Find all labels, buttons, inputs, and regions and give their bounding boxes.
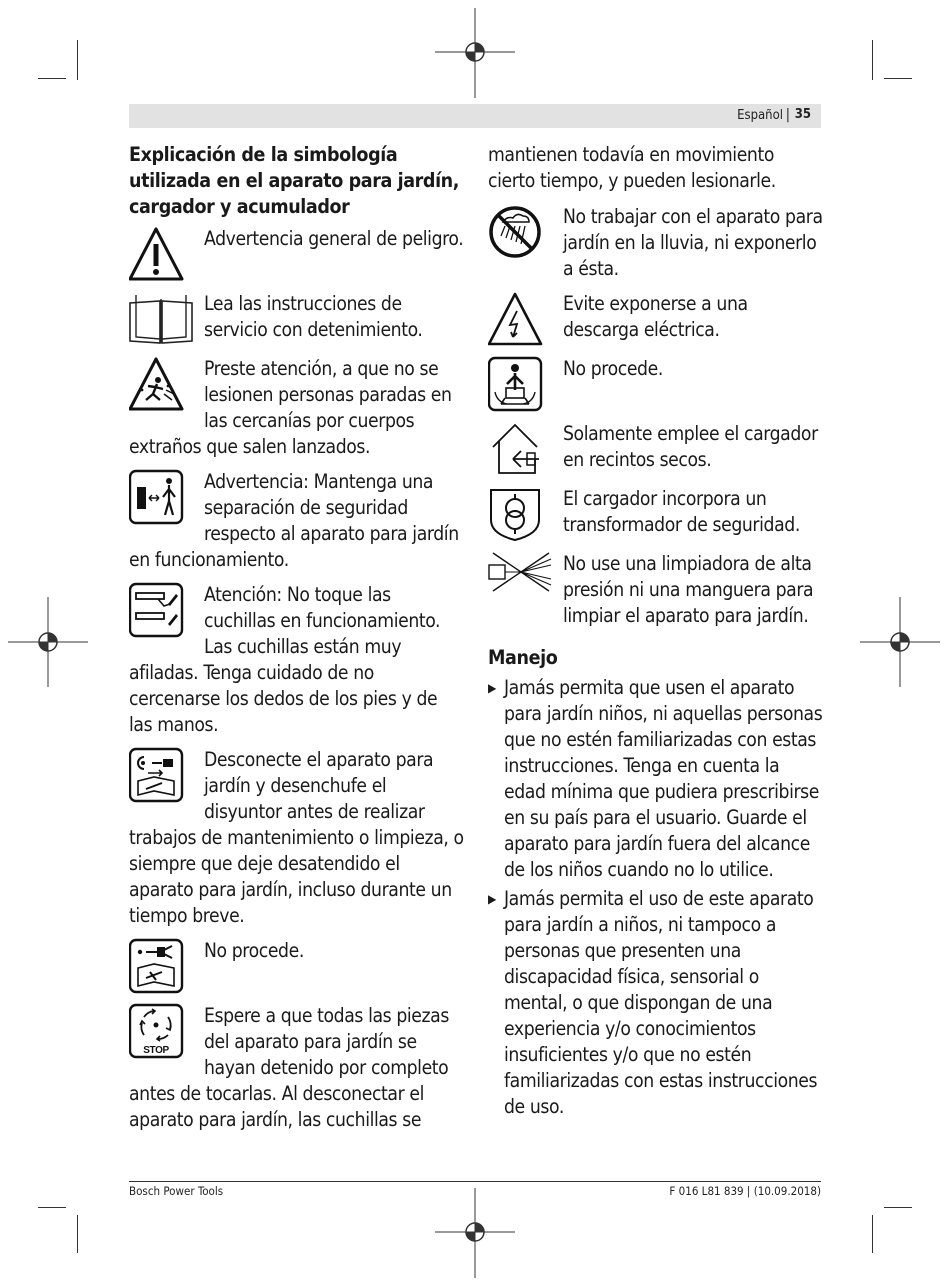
- symbol-text: Advertencia general de peligro.: [204, 227, 464, 250]
- registration-mark-icon: [435, 8, 515, 98]
- symbol-entry: [129, 747, 464, 929]
- flying-objects-icon: [129, 356, 190, 412]
- stop-rotation-icon: [129, 1003, 190, 1059]
- footer-brand: Bosch Power Tools: [129, 1184, 224, 1198]
- symbol-entry: [129, 291, 464, 347]
- list-item: [488, 675, 823, 883]
- symbol-text: Advertencia: Mantenga una separación de seguridad respecto al aparato para jardín en funcionamiento.: [129, 470, 459, 571]
- stop-label: STOP: [143, 1045, 169, 1056]
- warning-triangle-icon: [129, 226, 190, 282]
- list-item-text: Jamás permita el uso de este aparato para jardín a niños, ni tampoco a personas que presenten una discapacidad física, sensorial o mental, o que dispongan de una experiencia y/o conocimientos insuficientes y/o que no estén familiarizadas con estas instrucciones de uso.: [504, 887, 818, 1118]
- registration-mark-icon: [860, 597, 940, 687]
- symbol-text: No trabajar con el aparato para jardín en la lluvia, ni exponerlo a ésta.: [563, 205, 823, 280]
- registration-mark-icon: [435, 1188, 515, 1278]
- no-rain-icon: [488, 204, 549, 260]
- crop-mark: [872, 40, 873, 80]
- bullet-triangle-icon: ▶: [488, 681, 496, 695]
- symbol-text: El cargador incorpora un transformador de seguridad.: [563, 487, 800, 536]
- page-number: 35: [794, 107, 811, 122]
- list-item: [488, 886, 823, 1120]
- crop-mark: [77, 40, 78, 80]
- symbol-entry: [129, 469, 464, 573]
- footer-doc-id: F 016 L81 839 | (10.09.2018): [669, 1184, 821, 1198]
- header-language: Español: [737, 108, 783, 123]
- symbol-text: Desconecte el aparato para jardín y desenchufe el disyuntor antes de realizar trabajos de mantenimiento o limpieza, o siempre que deje desatendido el aparato para jardín, incluso durante un tiempo breve.: [129, 748, 464, 927]
- safety-transformer-icon: [488, 486, 549, 542]
- disconnect-maintenance-icon: [129, 747, 190, 803]
- operator-icon: [488, 356, 549, 412]
- registration-mark-icon: [8, 597, 88, 687]
- symbol-text: No procede.: [204, 939, 304, 962]
- indoor-use-icon: [488, 421, 549, 477]
- symbol-entry: [129, 226, 464, 282]
- symbol-text: Solamente emplee el cargador en recintos secos.: [563, 422, 818, 471]
- continued-text: mantienen todavía en movimiento cierto tiempo, y pueden lesionarle.: [488, 143, 776, 192]
- list-item-text: Jamás permita que usen el aparato para jardín niños, ni aquellas personas que no estén familiarizadas con estas instrucciones. Tenga en cuenta la edad mínima que pudiera prescribirse en su país para el usuario. Guarde el aparato para jardín fuera del alcance de los niños cuando no lo utilice.: [504, 676, 823, 881]
- symbol-entry: [488, 421, 823, 477]
- symbol-entry: [488, 551, 823, 629]
- crop-mark: [38, 1207, 66, 1208]
- right-column: [488, 142, 823, 1123]
- symbol-text: No procede.: [563, 357, 663, 380]
- open-book-icon: [129, 291, 190, 347]
- crop-mark: [872, 1215, 873, 1253]
- page-header: [129, 104, 821, 128]
- symbol-text: Espere a que todas las piezas del aparato para jardín se hayan detenido por completo antes de tocarlas. Al desconectar el aparato para jardín, las cuchillas se: [129, 1004, 449, 1131]
- sharp-blades-icon: [129, 582, 190, 638]
- crop-mark: [38, 78, 66, 79]
- crop-mark: [884, 1207, 912, 1208]
- symbol-entry: [129, 356, 464, 460]
- symbol-entry: [488, 291, 823, 347]
- section-title: Manejo: [488, 646, 558, 669]
- symbol-entry: [488, 356, 823, 412]
- crop-mark: [77, 1215, 78, 1253]
- crop-mark: [884, 78, 912, 79]
- left-column: [129, 142, 464, 1142]
- symbol-text: Lea las instrucciones de servicio con detenimiento.: [204, 292, 423, 341]
- bullet-list: [488, 675, 823, 1120]
- header-separator: |: [785, 107, 790, 123]
- plug-manual-icon: [129, 938, 190, 994]
- symbol-entry: [488, 204, 823, 282]
- symbol-text: Evite exponerse a una descarga eléctrica.: [563, 292, 748, 341]
- symbol-text: No use una limpiadora de alta presión ni una manguera para limpiar el aparato para jardín.: [563, 552, 814, 627]
- symbol-entry: [129, 938, 464, 994]
- safety-distance-icon: [129, 469, 190, 525]
- symbol-entry: [129, 582, 464, 738]
- symbol-entry: [488, 486, 823, 542]
- electric-shock-icon: [488, 291, 549, 347]
- symbol-text: Preste atención, a que no se lesionen personas paradas en las cercanías por cuerpos extraños que salen lanzados.: [129, 357, 452, 458]
- bullet-triangle-icon: ▶: [488, 892, 496, 906]
- no-pressure-washer-icon: [488, 551, 549, 607]
- symbol-entry: [129, 1003, 464, 1133]
- section-heading: Explicación de la simbología utilizada en el aparato para jardín, cargador y acumulador: [129, 143, 460, 218]
- symbol-text: Atención: No toque las cuchillas en funcionamiento. Las cuchillas están muy afiladas. Tenga cuidado de no cercenarse los dedos de los pies y de las manos.: [129, 583, 441, 736]
- footer-rule: [129, 1181, 821, 1182]
